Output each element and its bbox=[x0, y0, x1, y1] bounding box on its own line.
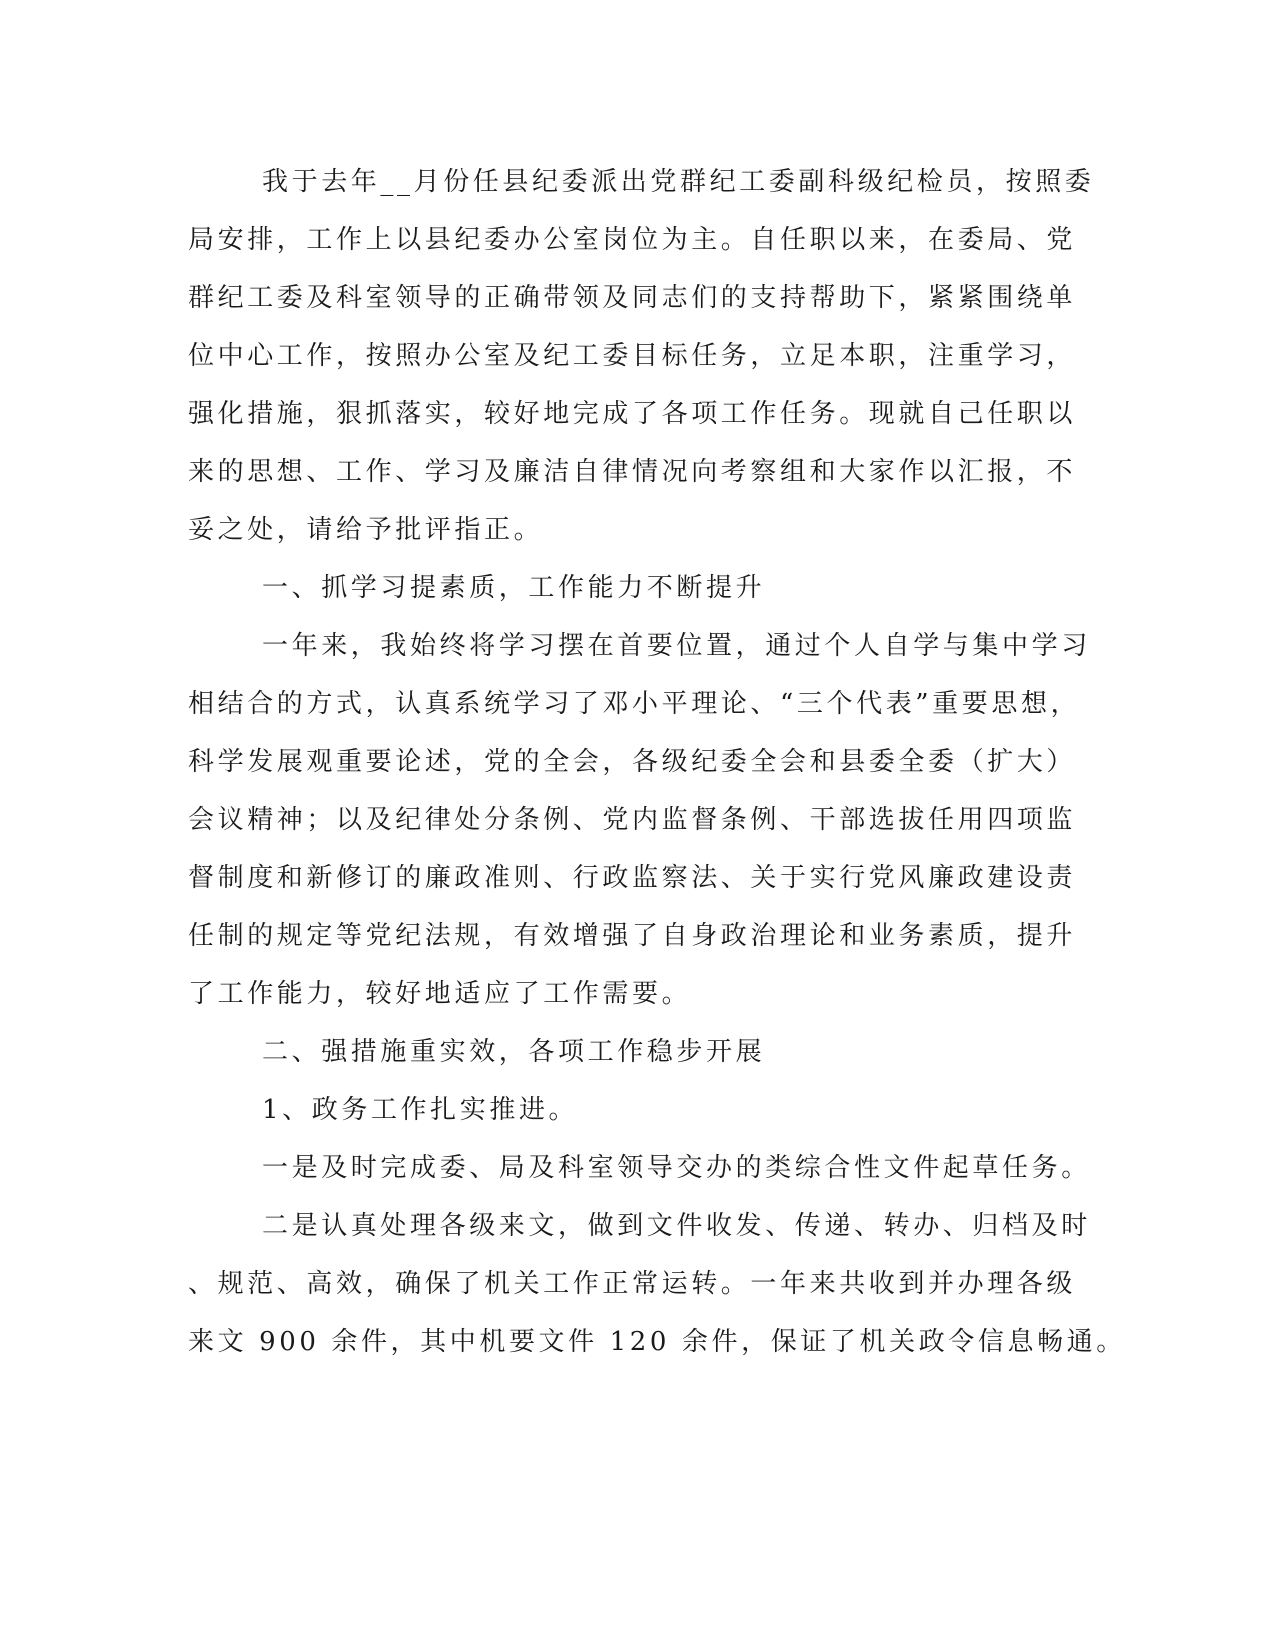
section-heading-2: 二、强措施重实效，各项工作稳步开展 bbox=[262, 1037, 766, 1067]
paragraph-1-line-7: 妥之处，请给予批评指正。 bbox=[188, 515, 544, 545]
paragraph-3-line-1: 一是及时完成委、局及科室领导交办的类综合性文件起草任务。 bbox=[262, 1153, 1091, 1183]
paragraph-2-line-6: 任制的规定等党纪法规，有效增强了自身政治理论和业务素质，提升 bbox=[188, 921, 1077, 951]
paragraph-4-line-3: 来文 900 余件，其中机要文件 120 余件，保证了机关政令信息畅通。 bbox=[188, 1327, 1126, 1357]
paragraph-1-line-1: 我于去年__月份任县纪委派出党群纪工委副科级纪检员，按照委 bbox=[262, 167, 1095, 197]
paragraph-4-line-1: 二是认真处理各级来文，做到文件收发、传递、转办、归档及时 bbox=[262, 1211, 1091, 1241]
paragraph-4-line-2: 、规范、高效，确保了机关工作正常运转。一年来共收到并办理各级 bbox=[188, 1269, 1077, 1299]
paragraph-1-line-5: 强化措施，狠抓落实，较好地完成了各项工作任务。现就自己任职以 bbox=[188, 399, 1077, 429]
subsection-heading-1: 1、政务工作扎实推进。 bbox=[262, 1095, 579, 1125]
paragraph-2-line-7: 了工作能力，较好地适应了工作需要。 bbox=[188, 979, 692, 1009]
paragraph-1-line-6: 来的思想、工作、学习及廉洁自律情况向考察组和大家作以汇报，不 bbox=[188, 457, 1077, 487]
paragraph-1-line-3: 群纪工委及科室领导的正确带领及同志们的支持帮助下，紧紧围绕单 bbox=[188, 283, 1077, 313]
paragraph-2-line-1: 一年来，我始终将学习摆在首要位置，通过个人自学与集中学习 bbox=[262, 631, 1091, 661]
section-heading-1: 一、抓学习提素质，工作能力不断提升 bbox=[262, 573, 766, 603]
paragraph-2-line-5: 督制度和新修订的廉政准则、行政监察法、关于实行党风廉政建设责 bbox=[188, 863, 1077, 893]
paragraph-1-line-4: 位中心工作，按照办公室及纪工委目标任务，立足本职，注重学习， bbox=[188, 341, 1077, 371]
paragraph-2-line-3: 科学发展观重要论述，党的全会，各级纪委全会和县委全委（扩大） bbox=[188, 747, 1077, 777]
paragraph-1-line-2: 局安排，工作上以县纪委办公室岗位为主。自任职以来，在委局、党 bbox=[188, 225, 1077, 255]
paragraph-2-line-2: 相结合的方式，认真系统学习了邓小平理论、“三个代表”重要思想， bbox=[188, 689, 1081, 719]
paragraph-2-line-4: 会议精神；以及纪律处分条例、党内监督条例、干部选拔任用四项监 bbox=[188, 805, 1077, 835]
